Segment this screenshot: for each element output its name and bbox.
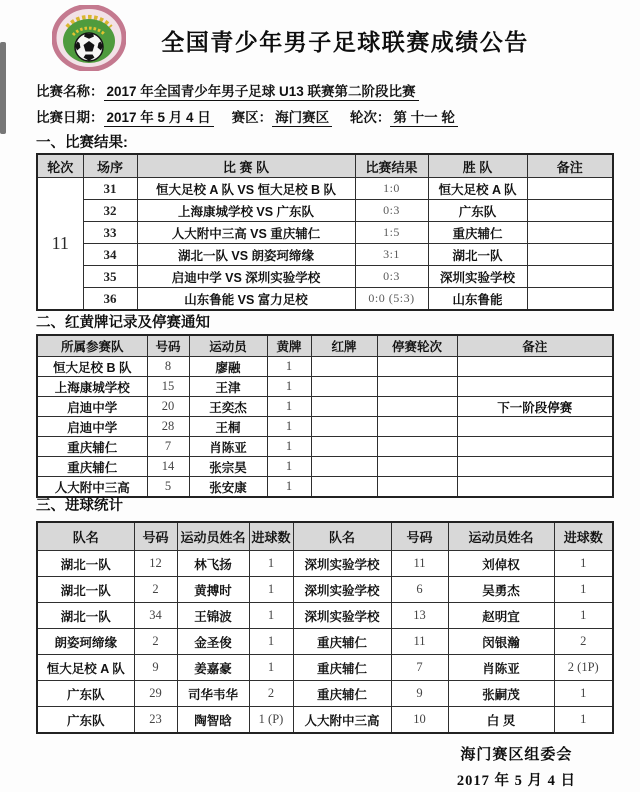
- red-cell: [311, 357, 377, 377]
- team-cell: 上海康城学校: [37, 377, 147, 397]
- signature-block: [457, 743, 576, 790]
- player-cell: 司华韦华: [177, 681, 249, 707]
- card-row: [37, 377, 613, 397]
- player-cell: 赵明宜: [448, 603, 554, 629]
- team-cell: 深圳实验学校: [293, 577, 391, 603]
- player-cell: 张安康: [189, 477, 267, 498]
- note-cell: [527, 178, 613, 200]
- col-score: 比赛结果: [355, 154, 428, 178]
- team-cell: 重庆辅仁: [293, 629, 391, 655]
- yellow-cell: 1: [267, 377, 311, 397]
- team-cell: 启迪中学: [37, 397, 147, 417]
- goal-row: [37, 577, 613, 603]
- player-cell: 王奕杰: [189, 397, 267, 417]
- match-date-label: 比赛日期：: [36, 110, 104, 125]
- red-cell: [311, 397, 377, 417]
- match-no-cell: 32: [83, 200, 137, 222]
- match-date-line: [36, 106, 458, 126]
- red-cell: [311, 457, 377, 477]
- goals-cell: 2: [554, 629, 613, 655]
- teams-cell: 上海康城学校 VS 广东队: [137, 200, 355, 222]
- team-cell: 深圳实验学校: [293, 603, 391, 629]
- match-date-value: 2017 年 5 月 4 日: [104, 110, 214, 127]
- col-note: 备注: [457, 335, 613, 357]
- red-cell: [311, 417, 377, 437]
- suspension-cell: [377, 457, 457, 477]
- note-cell: [527, 222, 613, 244]
- suspension-cell: [377, 437, 457, 457]
- col-goals-left: 进球数: [249, 522, 293, 551]
- col-note: 备注: [527, 154, 613, 178]
- team-cell: 人大附中三高: [37, 477, 147, 498]
- card-row: [37, 417, 613, 437]
- number-cell: 11: [391, 551, 448, 577]
- suspension-cell: [377, 397, 457, 417]
- score-cell: 0:3: [355, 200, 428, 222]
- number-cell: 20: [147, 397, 189, 417]
- match-no-cell: 31: [83, 178, 137, 200]
- number-cell: 8: [147, 357, 189, 377]
- player-cell: 廖融: [189, 357, 267, 377]
- number-cell: 29: [134, 681, 177, 707]
- player-cell: 肖陈亚: [448, 655, 554, 681]
- team-cell: 恒大足校 A 队: [37, 655, 134, 681]
- col-number: 号码: [147, 335, 189, 357]
- suspension-cell: [377, 377, 457, 397]
- team-cell: 朗姿珂缔缘: [37, 629, 134, 655]
- winner-cell: 深圳实验学校: [428, 266, 527, 288]
- number-cell: 6: [391, 577, 448, 603]
- note-cell: [457, 477, 613, 498]
- match-name-line: [36, 80, 419, 100]
- col-team: 所属参赛队: [37, 335, 147, 357]
- player-cell: 刘倬权: [448, 551, 554, 577]
- note-cell: 下一阶段停赛: [457, 397, 613, 417]
- result-row: [37, 266, 613, 288]
- team-cell: 湖北一队: [37, 577, 134, 603]
- match-name-value: 2017 年全国青少年男子足球 U13 联赛第二阶段比赛: [104, 84, 419, 101]
- winner-cell: 重庆辅仁: [428, 222, 527, 244]
- team-cell: 广东队: [37, 681, 134, 707]
- red-cell: [311, 377, 377, 397]
- note-cell: [527, 244, 613, 266]
- goals-cell: 1: [554, 551, 613, 577]
- goals-cell: 1: [249, 629, 293, 655]
- number-cell: 7: [147, 437, 189, 457]
- goals-cell: 1: [554, 707, 613, 734]
- winner-cell: 广东队: [428, 200, 527, 222]
- zone-label: 赛区：: [231, 110, 273, 125]
- goals-cell: 1: [554, 681, 613, 707]
- player-cell: 金圣俊: [177, 629, 249, 655]
- note-cell: [457, 437, 613, 457]
- team-cell: 重庆辅仁: [37, 437, 147, 457]
- round-value: 第 十一 轮: [390, 110, 458, 127]
- football-badge-icon: [52, 5, 126, 71]
- goals-table: [36, 521, 614, 734]
- col-match-no: 场序: [83, 154, 137, 178]
- winner-cell: 山东鲁能: [428, 288, 527, 311]
- goal-row: [37, 707, 613, 734]
- card-row: [37, 397, 613, 417]
- player-cell: 黄搏时: [177, 577, 249, 603]
- team-cell: 深圳实验学校: [293, 551, 391, 577]
- cards-header-row: [37, 335, 613, 357]
- number-cell: 34: [134, 603, 177, 629]
- note-cell: [527, 200, 613, 222]
- note-cell: [527, 288, 613, 311]
- card-row: [37, 437, 613, 457]
- score-cell: 1:5: [355, 222, 428, 244]
- result-row: [37, 200, 613, 222]
- player-cell: 张宗昊: [189, 457, 267, 477]
- goals-cell: 1: [249, 551, 293, 577]
- col-winner: 胜 队: [428, 154, 527, 178]
- winner-cell: 恒大足校 A 队: [428, 178, 527, 200]
- round-label: 轮次：: [349, 110, 391, 125]
- result-row: [37, 222, 613, 244]
- yellow-cell: 1: [267, 477, 311, 498]
- number-cell: 23: [134, 707, 177, 734]
- goals-cell: 1: [249, 655, 293, 681]
- player-cell: 闵银瀚: [448, 629, 554, 655]
- col-number-right: 号码: [391, 522, 448, 551]
- yellow-cell: 1: [267, 417, 311, 437]
- red-cell: [311, 477, 377, 498]
- goals-cell: 1: [249, 577, 293, 603]
- note-cell: [457, 377, 613, 397]
- cards-table: [36, 334, 614, 498]
- number-cell: 9: [134, 655, 177, 681]
- col-team-right: 队名: [293, 522, 391, 551]
- number-cell: 2: [134, 629, 177, 655]
- cards-heading: 二、红黄牌记录及停赛通知: [36, 315, 210, 331]
- goals-cell: 2 (1P): [554, 655, 613, 681]
- team-cell: 重庆辅仁: [293, 681, 391, 707]
- match-no-cell: 36: [83, 288, 137, 311]
- team-cell: 重庆辅仁: [293, 655, 391, 681]
- goals-cell: 1: [554, 577, 613, 603]
- yellow-cell: 1: [267, 457, 311, 477]
- organizing-committee: 海门赛区组委会: [460, 746, 573, 763]
- number-cell: 11: [391, 629, 448, 655]
- number-cell: 2: [134, 577, 177, 603]
- teams-cell: 山东鲁能 VS 富力足校: [137, 288, 355, 311]
- goals-cell: 1: [554, 603, 613, 629]
- yellow-cell: 1: [267, 397, 311, 417]
- goals-cell: 1 (P): [249, 707, 293, 734]
- number-cell: 28: [147, 417, 189, 437]
- results-header-row: [37, 154, 613, 178]
- goals-cell: 2: [249, 681, 293, 707]
- player-cell: 姜嘉豪: [177, 655, 249, 681]
- team-cell: 湖北一队: [37, 551, 134, 577]
- col-goals-right: 进球数: [554, 522, 613, 551]
- goal-row: [37, 629, 613, 655]
- number-cell: 15: [147, 377, 189, 397]
- results-heading: 一、比赛结果:: [36, 135, 128, 151]
- result-row: [37, 288, 613, 311]
- number-cell: 10: [391, 707, 448, 734]
- signature-date: 2017 年 5 月 4 日: [456, 773, 576, 789]
- col-player-left: 运动员姓名: [177, 522, 249, 551]
- goal-row: [37, 655, 613, 681]
- match-name-label: 比赛名称：: [36, 84, 104, 99]
- goal-row: [37, 551, 613, 577]
- suspension-cell: [377, 477, 457, 498]
- round-number-cell: 11: [37, 178, 83, 311]
- player-cell: 吴勇杰: [448, 577, 554, 603]
- player-cell: 肖陈亚: [189, 437, 267, 457]
- col-player-right: 运动员姓名: [448, 522, 554, 551]
- yellow-cell: 1: [267, 437, 311, 457]
- note-cell: [527, 266, 613, 288]
- result-row: [37, 178, 613, 200]
- number-cell: 5: [147, 477, 189, 498]
- number-cell: 14: [147, 457, 189, 477]
- teams-cell: 恒大足校 A 队 VS 恒大足校 B 队: [137, 178, 355, 200]
- player-cell: 陶智晗: [177, 707, 249, 734]
- page-title: 全国青少年男子足球联赛成绩公告: [161, 29, 529, 55]
- goals-header-row: [37, 522, 613, 551]
- match-no-cell: 34: [83, 244, 137, 266]
- player-cell: 王锦波: [177, 603, 249, 629]
- result-row: [37, 244, 613, 266]
- team-cell: 重庆辅仁: [37, 457, 147, 477]
- goal-row: [37, 603, 613, 629]
- score-cell: 1:0: [355, 178, 428, 200]
- card-row: [37, 477, 613, 498]
- col-number-left: 号码: [134, 522, 177, 551]
- winner-cell: 湖北一队: [428, 244, 527, 266]
- player-cell: 王桐: [189, 417, 267, 437]
- col-player: 运动员: [189, 335, 267, 357]
- goal-row: [37, 681, 613, 707]
- team-cell: 广东队: [37, 707, 134, 734]
- team-cell: 人大附中三高: [293, 707, 391, 734]
- suspension-cell: [377, 417, 457, 437]
- player-cell: 张嗣茂: [448, 681, 554, 707]
- zone-value: 海门赛区: [272, 110, 332, 127]
- red-cell: [311, 437, 377, 457]
- note-cell: [457, 417, 613, 437]
- score-cell: 0:0 (5:3): [355, 288, 428, 311]
- player-cell: 林飞扬: [177, 551, 249, 577]
- yellow-cell: 1: [267, 357, 311, 377]
- teams-cell: 湖北一队 VS 朗姿珂缔缘: [137, 244, 355, 266]
- goals-cell: 1: [249, 603, 293, 629]
- card-row: [37, 457, 613, 477]
- score-cell: 3:1: [355, 244, 428, 266]
- card-row: [37, 357, 613, 377]
- team-cell: 恒大足校 B 队: [37, 357, 147, 377]
- col-team-left: 队名: [37, 522, 134, 551]
- number-cell: 13: [391, 603, 448, 629]
- player-cell: 白 炅: [448, 707, 554, 734]
- player-cell: 王津: [189, 377, 267, 397]
- teams-cell: 启迪中学 VS 深圳实验学校: [137, 266, 355, 288]
- score-cell: 0:3: [355, 266, 428, 288]
- results-table: [36, 153, 614, 311]
- note-cell: [457, 457, 613, 477]
- football-badge-logo: [52, 5, 126, 71]
- col-yellow: 黄牌: [267, 335, 311, 357]
- col-red: 红牌: [311, 335, 377, 357]
- col-teams: 比 赛 队: [137, 154, 355, 178]
- scan-edge-artifact: [0, 42, 6, 134]
- col-round: 轮次: [37, 154, 83, 178]
- number-cell: 9: [391, 681, 448, 707]
- number-cell: 12: [134, 551, 177, 577]
- match-no-cell: 35: [83, 266, 137, 288]
- note-cell: [457, 357, 613, 377]
- goals-heading: 三、进球统计: [36, 498, 123, 514]
- number-cell: 7: [391, 655, 448, 681]
- match-no-cell: 33: [83, 222, 137, 244]
- col-suspension: 停赛轮次: [377, 335, 457, 357]
- team-cell: 湖北一队: [37, 603, 134, 629]
- team-cell: 启迪中学: [37, 417, 147, 437]
- teams-cell: 人大附中三高 VS 重庆辅仁: [137, 222, 355, 244]
- suspension-cell: [377, 357, 457, 377]
